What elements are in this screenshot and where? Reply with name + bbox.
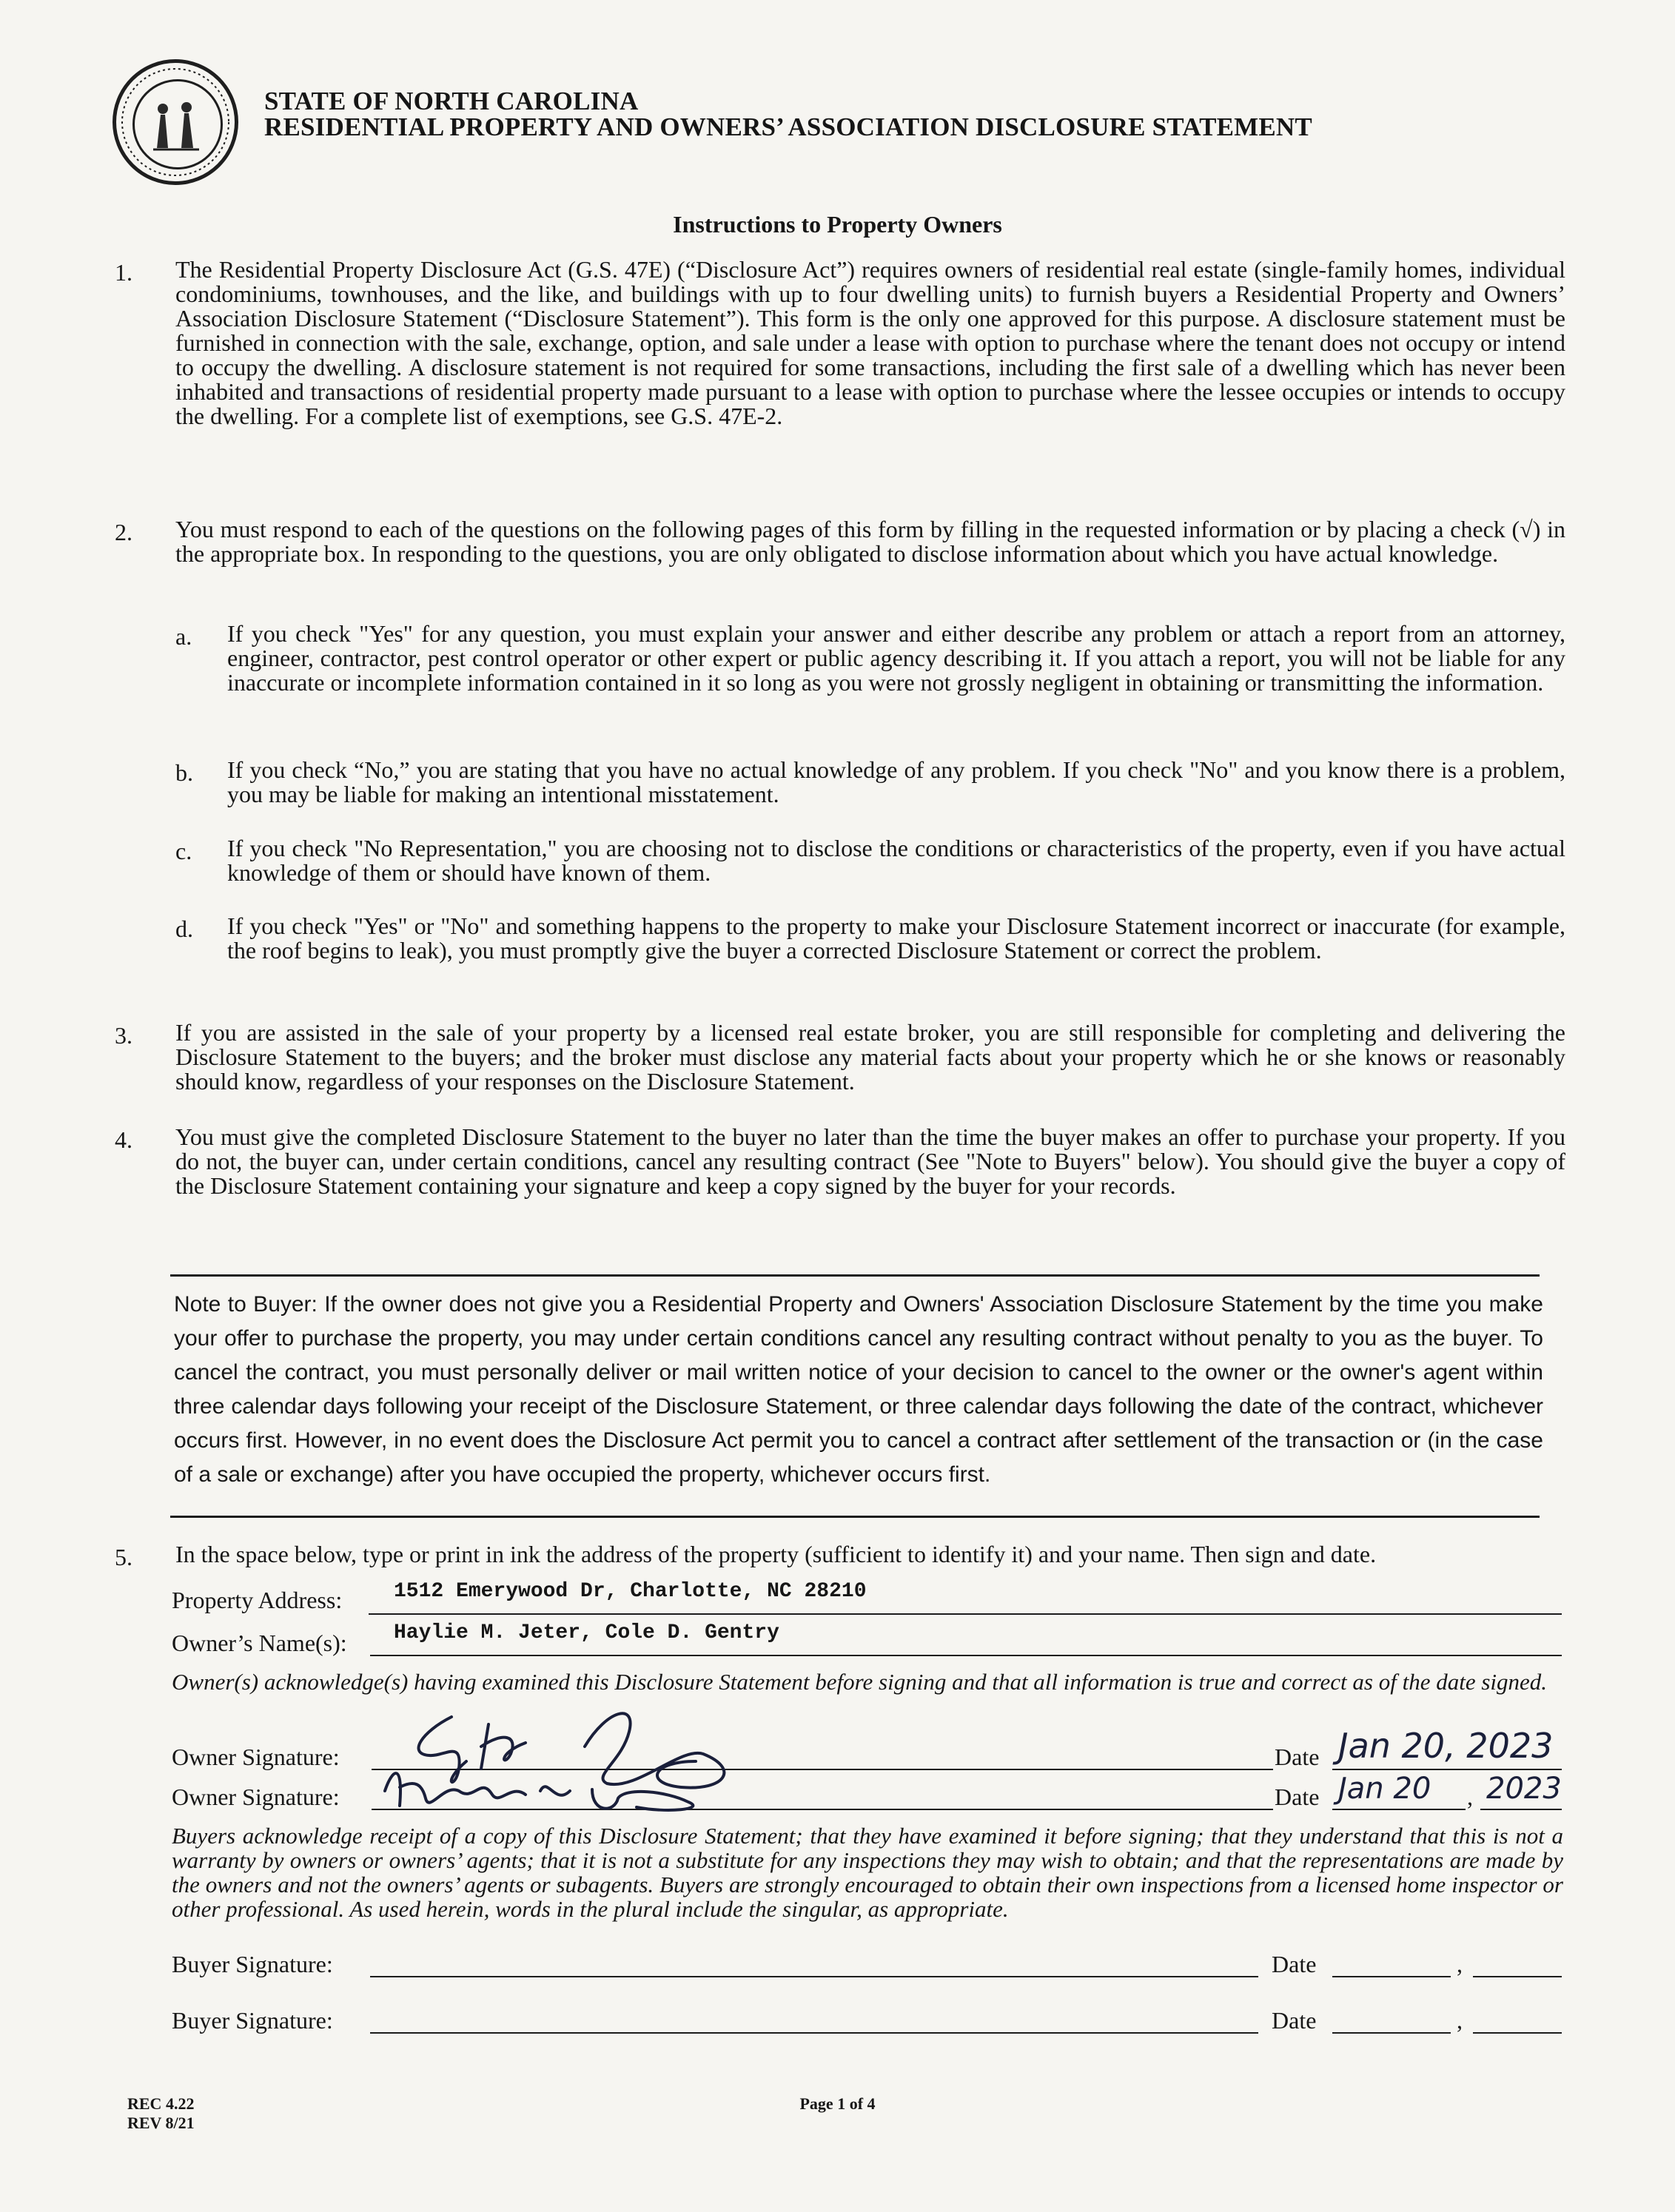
- date-comma: ,: [1467, 1784, 1473, 1810]
- subitem-letter: b.: [175, 759, 193, 786]
- owners-name-line: [370, 1655, 1562, 1656]
- owners-name-label: Owner’s Name(s):: [172, 1630, 347, 1656]
- item-number: 5.: [115, 1544, 132, 1570]
- subitem-b: If you check “No,” you are stating that you have no actual knowledge of any problem. If you check "No" and you know there is a problem, you may be liable for making an intentional misstatement.: [227, 756, 1565, 807]
- owner1-date-field[interactable]: Jan 20, 2023: [1338, 1726, 1554, 1766]
- note-divider-bottom: [170, 1516, 1540, 1518]
- header-state: STATE OF NORTH CAROLINA: [264, 87, 639, 115]
- date-comma: ,: [1457, 2007, 1463, 2034]
- owner-signature-label: Owner Signature:: [172, 1744, 340, 1770]
- subitem-a: If you check "Yes" for any question, you must explain your answer and either describe any problem or attach a report from an attorney, engineer, contractor, pest control operator or other expert or public agency describing it. If you attach a report, you will not be liable for any inaccurate or incomplete information contained in it so long as you were not grossly negligent in obtaining or transmitting the information.: [227, 620, 1565, 696]
- form-code: REC 4.22: [127, 2094, 195, 2113]
- owner2-year-line: [1480, 1809, 1562, 1810]
- buyer1-year-line[interactable]: [1473, 1976, 1562, 1977]
- property-address-field[interactable]: 1512 Emerywood Dr, Charlotte, NC 28210: [394, 1580, 867, 1603]
- buyer2-date-line[interactable]: [1332, 2032, 1451, 2034]
- owner2-date-month-day[interactable]: Jan 20: [1338, 1772, 1431, 1806]
- buyer-signature-label: Buyer Signature:: [172, 2007, 333, 2034]
- owner1-date-line: [1332, 1769, 1562, 1770]
- instruction-item-3: If you are assisted in the sale of your property by a licensed real estate broker, you are still responsible for completing and delivering the Disclosure Statement to the buyers; and the broker must disclose any material facts about your property which he or she knows or reasonably should know, regardless of your responses on the Disclosure Statement.: [175, 1019, 1565, 1095]
- date-comma: ,: [1457, 1951, 1463, 1977]
- date-label: Date: [1272, 2007, 1317, 2034]
- date-label: Date: [1275, 1744, 1320, 1770]
- seal-figures-icon: [116, 63, 235, 181]
- subitem-c: If you check "No Representation," you are choosing not to disclose the conditions or characteristics of the property, even if you have actual knowledge of them or should have known of them.: [227, 835, 1565, 886]
- item-number: 4.: [115, 1126, 132, 1153]
- note-divider-top: [170, 1274, 1540, 1277]
- item-number: 1.: [115, 259, 132, 286]
- form-revision: REV 8/21: [127, 2114, 195, 2132]
- instructions-title: Instructions to Property Owners: [673, 211, 1002, 238]
- instruction-item-2: You must respond to each of the questions on the following pages of this form by filling in the requested information or by placing a check (√) in the appropriate box. In responding to the questions, you are only obligated to disclose information about which you have actual knowledge.: [175, 516, 1565, 567]
- property-address-label: Property Address:: [172, 1587, 343, 1613]
- buyer-signature-label: Buyer Signature:: [172, 1951, 333, 1977]
- owner-acknowledgement: Owner(s) acknowledge(s) having examined this Disclosure Statement before signing and that all information is true and correct as of the date signed.: [172, 1669, 1548, 1695]
- owner2-date-line: [1332, 1809, 1466, 1810]
- header-form-title: RESIDENTIAL PROPERTY AND OWNERS’ ASSOCIATION DISCLOSURE STATEMENT: [264, 112, 1312, 141]
- owner-signature-label: Owner Signature:: [172, 1784, 340, 1810]
- item-number: 2.: [115, 519, 132, 545]
- buyer-acknowledgement: Buyers acknowledge receipt of a copy of this Disclosure Statement; that they have examined it before signing; that they understand that this is not a warranty by owners or owners’ agents; that it is not a substitute for any inspections they may wish to obtain; and that the representations are made by the owners and not the owners’ agents or subagents. Buyers are strongly encouraged to obtain their own inspections from a licensed home inspector or other professional. As used herein, words in the plural include the singular, as appropriate.: [172, 1823, 1563, 1922]
- owners-name-field[interactable]: Haylie M. Jeter, Cole D. Gentry: [394, 1621, 779, 1644]
- owner-signatures-drawing: [370, 1702, 829, 1828]
- subitem-letter: d.: [175, 915, 193, 942]
- instruction-item-4: You must give the completed Disclosure Statement to the buyer no later than the time the buyer makes an offer to purchase your property. If you do not, the buyer can, under certain conditions, cancel any resulting contract (See "Note to Buyers" below). You should give the buyer a copy of the Disclosure Statement containing your signature and keep a copy signed by the buyer for your records.: [175, 1123, 1565, 1199]
- buyer2-year-line[interactable]: [1473, 2032, 1562, 2034]
- subitem-d: If you check "Yes" or "No" and something happens to the property to make your Disclosure Statement incorrect or inaccurate (for example, the roof begins to leak), you must promptly give the buyer a corrected Disclosure Statement or correct the problem.: [227, 912, 1565, 964]
- instruction-item-5: In the space below, type or print in ink the address of the property (sufficient to identify it) and your name. Then sign and date.: [175, 1541, 1377, 1567]
- owner2-date-year[interactable]: 2023: [1486, 1772, 1562, 1806]
- buyer-signature-line[interactable]: [370, 2032, 1258, 2034]
- state-seal: [113, 59, 238, 185]
- subitem-letter: a.: [175, 623, 192, 650]
- subitem-letter: c.: [175, 838, 192, 864]
- instruction-item-1: The Residential Property Disclosure Act (G.S. 47E) (“Disclosure Act”) requires owners of residential real estate (single-family homes, individual condominiums, townhouses, and the like, and buildings with up to four dwelling units) to furnish buyers a Residential Property and Owners’ Association Disclosure Statement (“Disclosure Statement”). This form is the only one approved for this purpose. A disclosure statement must be furnished in connection with the sale, exchange, option, and sale under a lease with option to purchase where the tenant does not occupy or intend to occupy the dwelling. A disclosure statement is not required for some transactions, including the first sale of a dwelling which has never been inhabited and transactions of residential property made pursuant to a lease with option to purchase where the lessee occupies or intends to occupy the dwelling. For a complete list of exemptions, see G.S. 47E-2.: [175, 256, 1565, 429]
- note-to-buyer: Note to Buyer: If the owner does not give you a Residential Property and Owners' Association Disclosure Statement by the time you make your offer to purchase the property, you may under certain conditions cancel any resulting contract without penalty to you as the buyer. To cancel the contract, you must personally deliver or mail written notice of your decision to cancel to the owner or the owner's agent within three calendar days following your receipt of the Disclosure Statement, or three calendar days following the date of the contract, whichever occurs first. However, in no event does the Disclosure Act permit you to cancel a contract after settlement of the transaction or (in the case of a sale or exchange) after you have occupied the property, whichever occurs first.: [174, 1292, 1543, 1487]
- buyer-signature-line[interactable]: [370, 1976, 1258, 1977]
- date-label: Date: [1272, 1951, 1317, 1977]
- item-number: 3.: [115, 1022, 132, 1049]
- page-number: Page 1 of 4: [799, 2094, 876, 2113]
- property-address-line: [369, 1613, 1562, 1615]
- date-label: Date: [1275, 1784, 1320, 1810]
- buyer1-date-line[interactable]: [1332, 1976, 1451, 1977]
